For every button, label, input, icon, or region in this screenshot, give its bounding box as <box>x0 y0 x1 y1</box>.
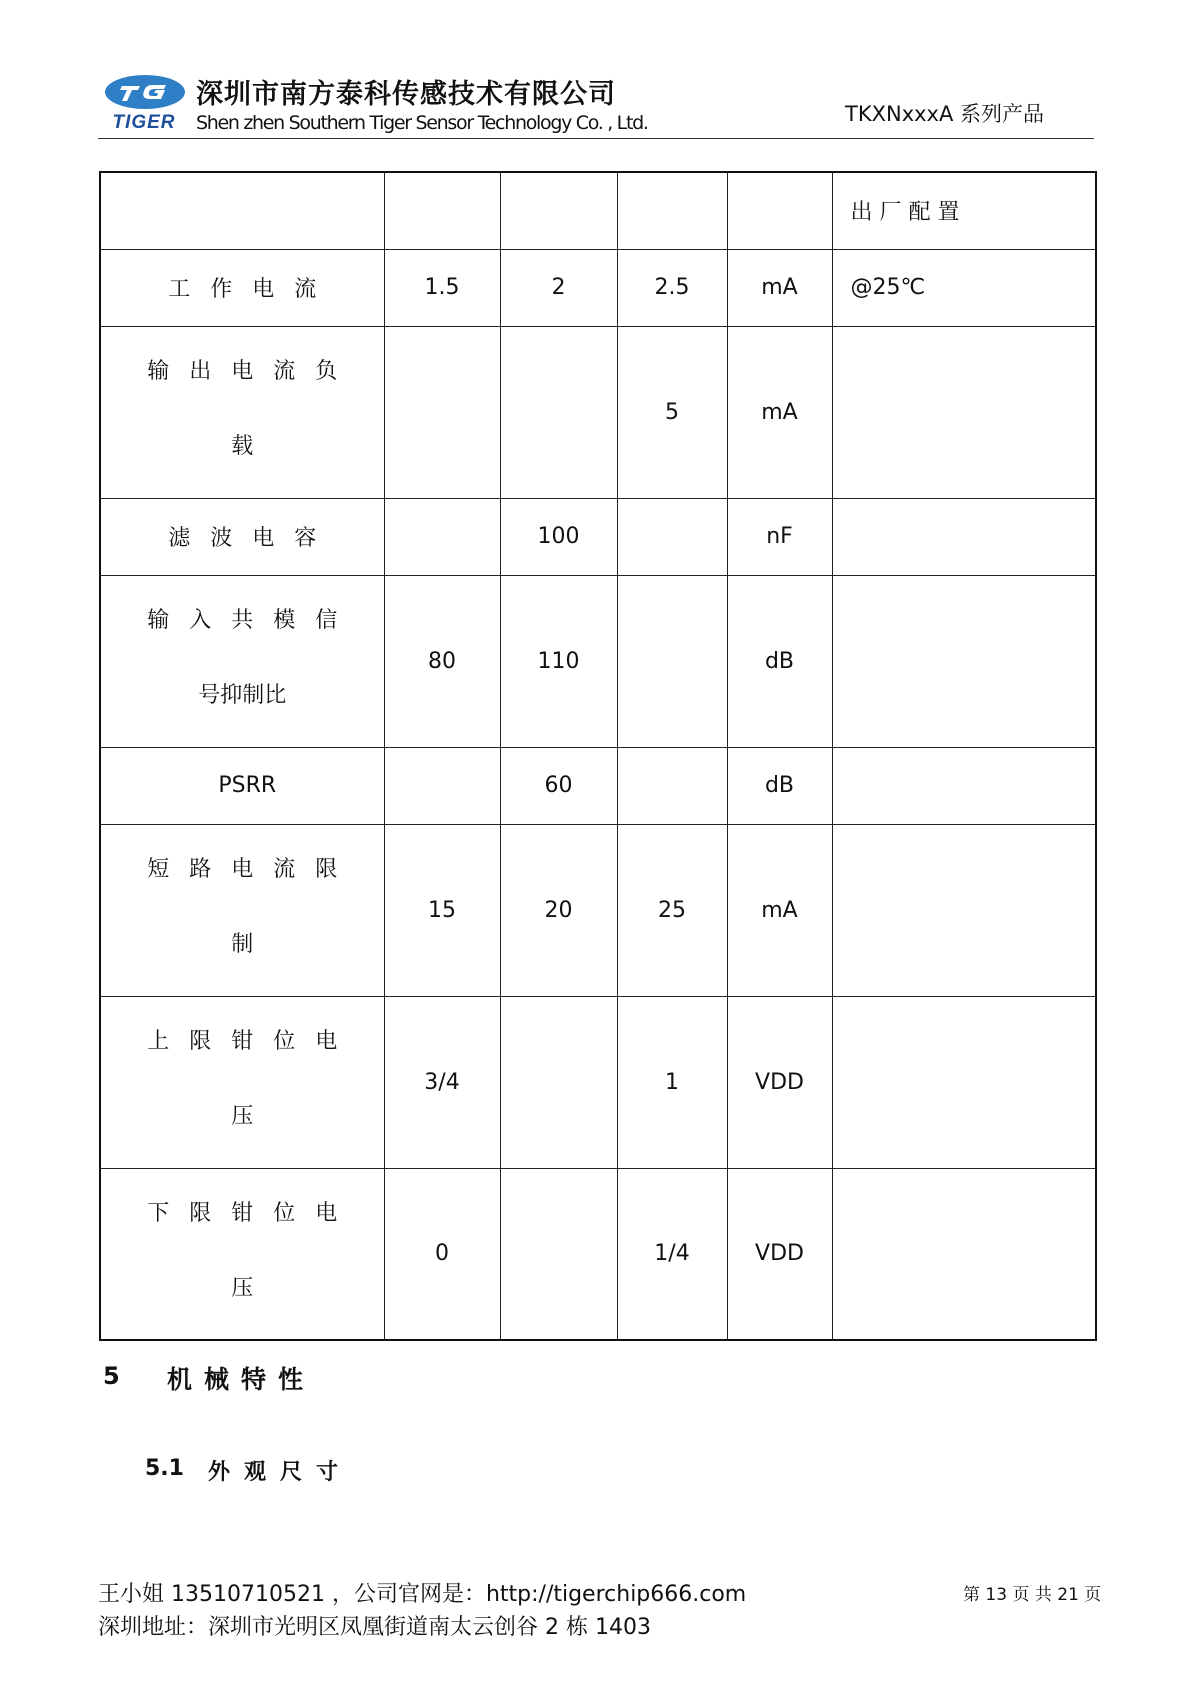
cell-note <box>832 498 1096 575</box>
param-name-cell <box>100 824 384 996</box>
cell-max: 2.5 <box>617 249 727 326</box>
table-row <box>100 824 1096 996</box>
cell-unit: mA <box>727 824 832 996</box>
product-series: TKXNxxxA 系列产品 <box>845 102 1045 126</box>
cell-unit: dB <box>727 575 832 747</box>
cell-typ <box>500 172 617 249</box>
param-name: 上限钳位电 <box>147 1029 358 1054</box>
subsection-number: 5.1 <box>145 1456 184 1481</box>
cell-unit: VDD <box>727 1168 832 1340</box>
param-name-cont: 压 <box>231 1275 254 1301</box>
param-name-cont: 载 <box>231 434 254 459</box>
cell-max: 25 <box>617 824 727 996</box>
cell-note: @25℃ <box>832 249 1096 326</box>
cell-typ <box>500 996 617 1168</box>
cell-note <box>832 326 1096 498</box>
section-number: 5 <box>103 1362 120 1390</box>
cell-min <box>384 498 500 575</box>
param-name: 下限钳位电 <box>147 1200 358 1226</box>
param-name-cell <box>100 172 384 249</box>
param-name: 滤波电容 <box>168 526 337 551</box>
cell-max: 1 <box>617 996 727 1168</box>
cell-note <box>832 996 1096 1168</box>
cell-note <box>832 1168 1096 1340</box>
param-name-cell <box>100 747 384 824</box>
param-name: PSRR <box>218 773 277 798</box>
cell-typ <box>500 326 617 498</box>
table-row <box>100 747 1096 824</box>
table-row <box>100 498 1096 575</box>
cell-max <box>617 747 727 824</box>
company-name-en: Shen zhen Southern Tiger Sensor Technology Co. , Ltd. <box>196 112 648 134</box>
table-row <box>100 1168 1096 1340</box>
param-name-cell <box>100 498 384 575</box>
param-name: 短路电流限 <box>147 857 358 882</box>
table-row <box>100 996 1096 1168</box>
cell-min: 80 <box>384 575 500 747</box>
param-name-cell <box>100 326 384 498</box>
cell-typ: 20 <box>500 824 617 996</box>
cell-min <box>384 747 500 824</box>
table-row <box>100 172 1096 249</box>
page-number: 第 13 页 共 21 页 <box>963 1585 1102 1605</box>
cell-unit: VDD <box>727 996 832 1168</box>
cell-min <box>384 326 500 498</box>
cell-max <box>617 498 727 575</box>
cell-min: 3/4 <box>384 996 500 1168</box>
cell-unit: mA <box>727 249 832 326</box>
table-row <box>100 249 1096 326</box>
spec-table <box>99 171 1097 1341</box>
cell-typ: 2 <box>500 249 617 326</box>
header-divider <box>98 138 1094 139</box>
table-row <box>100 326 1096 498</box>
cell-max: 1/4 <box>617 1168 727 1340</box>
cell-unit: dB <box>727 747 832 824</box>
footer-contact: 王小姐 13510710521 ，公司官网是：http://tigerchip666.com <box>98 1582 747 1607</box>
cell-unit <box>727 172 832 249</box>
cell-note <box>832 747 1096 824</box>
company-name-cn: 深圳市南方泰科传感技术有限公司 <box>196 79 616 110</box>
subsection-title: 外观尺寸 <box>208 1460 353 1485</box>
cell-typ: 110 <box>500 575 617 747</box>
param-name-cont: 压 <box>231 1104 254 1129</box>
param-name-cell <box>100 996 384 1168</box>
cell-min: 0 <box>384 1168 500 1340</box>
param-name: 输入共模信 <box>147 608 358 633</box>
cell-max <box>617 575 727 747</box>
table-row <box>100 575 1096 747</box>
cell-typ: 100 <box>500 498 617 575</box>
param-name-cell <box>100 575 384 747</box>
param-name-cont: 制 <box>231 932 254 957</box>
cell-typ <box>500 1168 617 1340</box>
param-name-cell <box>100 1168 384 1340</box>
logo-text: TIGER <box>112 112 176 133</box>
cell-note <box>832 575 1096 747</box>
param-name-cont: 号抑制比 <box>198 683 287 708</box>
section-title: 机械特性 <box>167 1365 316 1394</box>
cell-note <box>832 824 1096 996</box>
spec-table-body <box>100 172 1096 1340</box>
footer-address: 深圳地址：深圳市光明区凤凰街道南太云创谷 2 栋 1403 <box>98 1615 651 1640</box>
param-name: 工作电流 <box>168 277 337 302</box>
cell-unit: nF <box>727 498 832 575</box>
cell-min: 1.5 <box>384 249 500 326</box>
cell-max <box>617 172 727 249</box>
company-logo <box>100 70 190 134</box>
param-name: 输出电流负 <box>147 359 358 384</box>
param-name-cell <box>100 249 384 326</box>
cell-max: 5 <box>617 326 727 498</box>
cell-unit: mA <box>727 326 832 498</box>
cell-typ: 60 <box>500 747 617 824</box>
cell-note: 出 厂 配 置 <box>832 172 1096 249</box>
cell-min: 15 <box>384 824 500 996</box>
cell-min <box>384 172 500 249</box>
